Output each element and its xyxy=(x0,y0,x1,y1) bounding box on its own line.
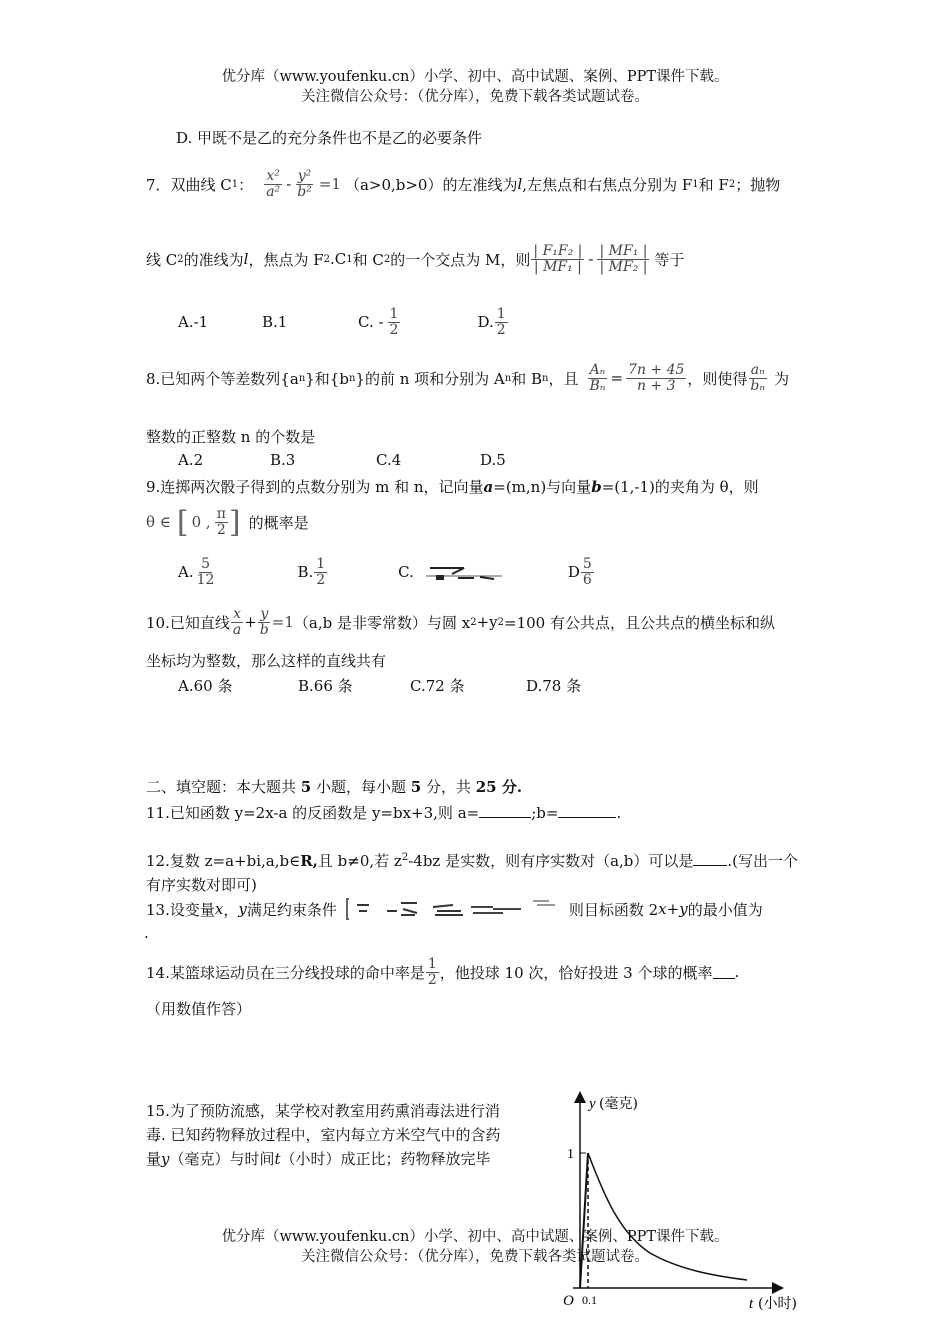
q10-option-c: C.72 条 xyxy=(410,677,465,695)
q12-blank xyxy=(693,853,727,866)
header-line-2: 关注微信公众号：（优分库），免费下载各类试题试卷。 xyxy=(301,89,649,105)
q13-constraint-garbled-image xyxy=(343,897,563,921)
q7-option-d: D. xyxy=(477,313,494,331)
q8-option-b: B.3 xyxy=(270,451,296,469)
q11: 11.已知函数 y=2x-a 的反函数是 y=bx+3,则 a= ;b= . xyxy=(146,804,622,822)
tick-label-0-1: 0.1 xyxy=(582,1293,597,1307)
y-axis-unit: (毫克) xyxy=(599,1096,638,1112)
section-2-title: 二、填空题：本大题共 5 小题，每小题 5 分，共 25 分. xyxy=(146,778,523,796)
q9-options: A. $\frac{5}{12}$ B. $\frac{1}{2}$ C. D $\frac{5}{6}$ xyxy=(178,555,592,588)
q7-options: A.-1 B.1 C. - $\frac{1}{2}$ D. $\frac{1}{2}$ xyxy=(178,305,506,338)
q8-options xyxy=(178,451,506,469)
q13-line2: . xyxy=(144,924,149,942)
q15-line1: 15.为了预防流感，某学校对教室用药熏消毒法进行消 xyxy=(146,1102,500,1120)
q14-blank xyxy=(713,966,735,979)
q9-option-c-garbled-image xyxy=(424,562,504,582)
q8-line1: 8.已知两个等差数列{a n }和{b n }的前 n 项和分别为 A n 和 B n ，且 $\frac{\text{Aₙ}}{\text{Bₙ}}$ = $\frac{7n + 45}{n + 3}$ ，则使得 $\frac{\text{aₙ}}{\text{bₙ}}$ 为 xyxy=(146,361,790,394)
q7-frac-b: $\frac{\text{| MF₁ |}}{\text{| MF₂ |}}$ xyxy=(599,242,648,275)
q10-line1: 10.已知直线 $\frac{x}{a}$ + $\frac{y}{b}$ =1 （a,b 是非零常数）与圆 x 2 +y 2 =100 有公共点，且公共点的横坐标和纵 xyxy=(146,605,775,638)
q9-line1: 9.连掷两次骰子得到的点数分别为 m 和 n，记向量a=(m,n)与向量b=(1,-1)的夹角为 θ，则 xyxy=(146,478,759,496)
q7-frac-a: $\frac{\text{| F₁F₂ |}}{\text{| MF₁ |}}$ xyxy=(533,242,583,275)
q14-line2: （用数值作答） xyxy=(146,1000,252,1018)
q8-option-a: A.2 xyxy=(178,451,204,469)
q10-option-a: A.60 条 xyxy=(178,677,233,695)
q8-option-d: D.5 xyxy=(480,451,506,469)
origin-label: O xyxy=(563,1293,574,1309)
q7-frac-y: $\frac{\text{y²}}{\text{b²}}$ xyxy=(297,167,312,200)
q14-line1: 14.某篮球运动员在三分线投球的命中率是 $\frac{1}{2}$ ，他投球 10 次，恰好投进 3 个球的概率 . xyxy=(146,955,740,988)
q7-option-c: C. - xyxy=(358,313,384,331)
q10-option-d: D.78 条 xyxy=(526,677,582,695)
q9-option-b: B. xyxy=(297,563,314,581)
q7-line2: 线 C 2 的准线为 l ，焦点为 F 2 .C 1 和 C 2 的一个交点为 M，则 $\frac{\text{| F₁F₂ |}}{\text{| MF₁ |}}$ - $\frac{\text{| MF₁ |}}{\text{| MF₂ |}}$ 等于 xyxy=(146,242,685,275)
q7-option-a: A.-1 xyxy=(178,313,209,331)
q6-option-d: D. 甲既不是乙的充分条件也不是乙的必要条件 xyxy=(176,129,483,147)
q9-option-a: A. xyxy=(178,563,194,581)
q10-option-b: B.66 条 xyxy=(298,677,353,695)
q11-blank-a xyxy=(479,805,531,818)
q8-option-c: C.4 xyxy=(376,451,402,469)
q12-line2: 有序实数对即可) xyxy=(146,876,257,894)
q10-line2: 坐标均为整数，那么这样的直线共有 xyxy=(146,652,387,670)
q9-option-c: C. xyxy=(398,563,414,581)
rise-segment xyxy=(580,1153,588,1288)
q10-options xyxy=(178,675,581,696)
q12-line1: 12.复数 z=a+bi,a,b∈R,且 b≠0,若 $z^2-4bz$ 是实数，则有序实数对（a,b）可以是 .(写出一个 xyxy=(146,852,799,870)
q13-line1: 13.设变量 x ， y 满足约束条件 则目标函数 2 x + y 的最小值为 xyxy=(146,897,763,921)
tick-label-one: 1 xyxy=(567,1147,574,1162)
header-line-1: 优分库（www.youfenku.cn）小学、初中、高中试题、案例、PPT课件下载。 xyxy=(221,69,729,85)
q15-graph xyxy=(555,1088,815,1318)
q7-option-b: B.1 xyxy=(262,313,288,331)
x-axis-label: t xyxy=(749,1296,754,1312)
q15-line3: 量y（毫克）与时间t（小时）成正比；药物释放完毕 xyxy=(146,1150,491,1168)
q7-frac-x: $\frac{\text{x²}}{\text{a²}}$ xyxy=(266,167,281,200)
q11-blank-b xyxy=(558,805,616,818)
q9-line2: θ ∈ [ 0 , $\frac{\pi}{2}$ ] 的概率是 xyxy=(146,504,309,540)
footer-line-1: 优分库（www.youfenku.cn）小学、初中、高中试题、案例、PPT课件下载。 xyxy=(221,1229,729,1245)
q9-option-d: D xyxy=(567,563,580,581)
footer-line-2: 关注微信公众号：（优分库），免费下载各类试题试卷。 xyxy=(301,1249,649,1265)
x-axis-unit: (小时) xyxy=(758,1296,797,1312)
q8-line2: 整数的正整数 n 的个数是 xyxy=(146,428,316,446)
y-axis-label: y xyxy=(589,1096,596,1112)
q15-text xyxy=(146,1099,501,1171)
q15-line2: 毒. 已知药物释放过程中，室内每立方米空气中的含药 xyxy=(146,1126,501,1144)
q7-line1: 7．双曲线 C 1 ： $\frac{\text{x²}}{\text{a²}}$ - $\frac{\text{y²}}{\text{b²}}$ =1 （a>0,b>0）的左准线为 l ,左焦点和右焦点分别为 F 1 和 F 2 ；抛物 xyxy=(146,167,781,200)
